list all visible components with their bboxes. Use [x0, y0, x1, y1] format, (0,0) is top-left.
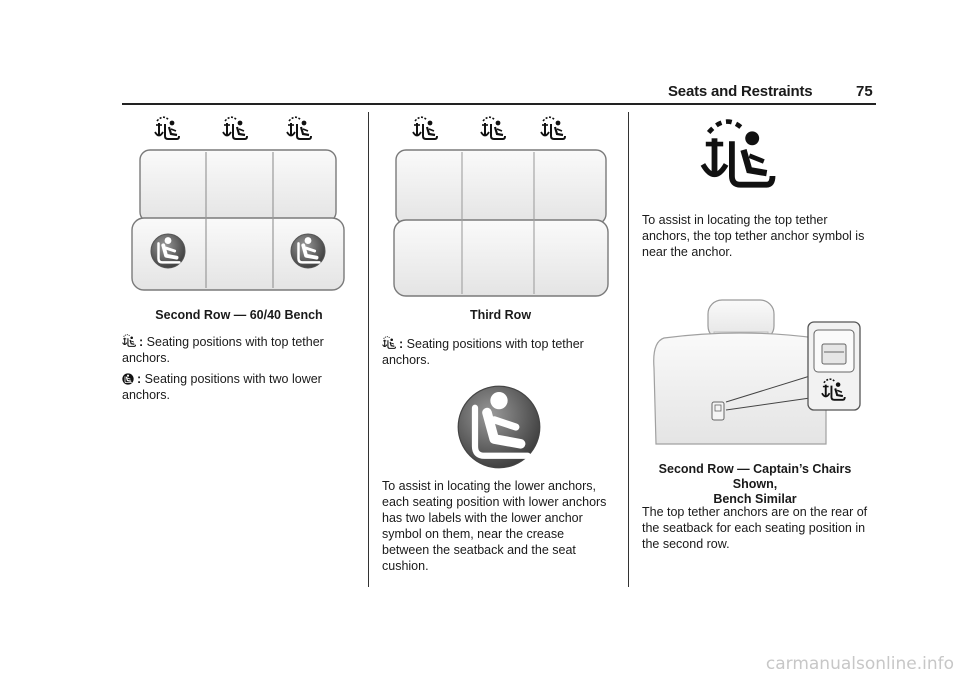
top-tether-icon: [155, 117, 179, 139]
running-header-title: Seats and Restraints: [668, 83, 813, 100]
top-tether-definition: : Seating positions with top tether anchors.: [382, 337, 584, 367]
watermark: carmanualsonline.info: [765, 654, 954, 674]
column-divider-1: [368, 112, 369, 587]
second-row-bench-illustration: [128, 112, 348, 302]
top-tether-rear-paragraph: The top tether anchors are on the rear of the seatback for each seating position in the second row.: [642, 505, 868, 551]
header-rule: [122, 103, 876, 105]
lower-anchor-icon: [458, 386, 540, 468]
lower-anchor-label-illustration: [456, 384, 542, 470]
top-tether-icon: [541, 117, 565, 139]
top-tether-icon: [382, 336, 396, 350]
captains-chair-rear-illustration: [650, 298, 865, 446]
lower-anchor-icon: [291, 234, 325, 268]
top-tether-icon: [223, 117, 247, 139]
figure-caption-second-row: Second Row — 60/40 Bench: [155, 308, 323, 322]
column-divider-2: [628, 112, 629, 587]
top-tether-locating-paragraph: To assist in locating the top tether anchors, the top tether anchor symbol is near the anchor.: [642, 213, 865, 259]
top-tether-icon: [413, 117, 437, 139]
lower-anchor-icon: [122, 373, 134, 385]
top-tether-icon: [481, 117, 505, 139]
figure-caption-third-row: Third Row: [469, 308, 532, 322]
top-tether-icon: [703, 122, 773, 185]
top-tether-icon: [287, 117, 311, 139]
page-number: 75: [856, 83, 873, 100]
top-tether-definition: : Seating positions with top tether anchors.: [122, 335, 324, 365]
lower-anchor-paragraph: To assist in locating the lower anchors, each seating position with lower anchors has two labels with the lower anchor symbol on them, near the crease between the seatback and the seat cushion.: [382, 479, 607, 573]
top-tether-anchor-symbol-illustration: [700, 118, 810, 192]
lower-anchor-definition: : Seating positions with two lower anchors.: [122, 372, 322, 402]
lower-anchor-icon: [151, 234, 185, 268]
third-row-seat-illustration: [388, 112, 613, 302]
top-tether-icon: [122, 334, 136, 348]
figure-caption-captains-chairs: Second Row — Captain’s Chairs Shown, Bench Similar: [658, 462, 852, 506]
